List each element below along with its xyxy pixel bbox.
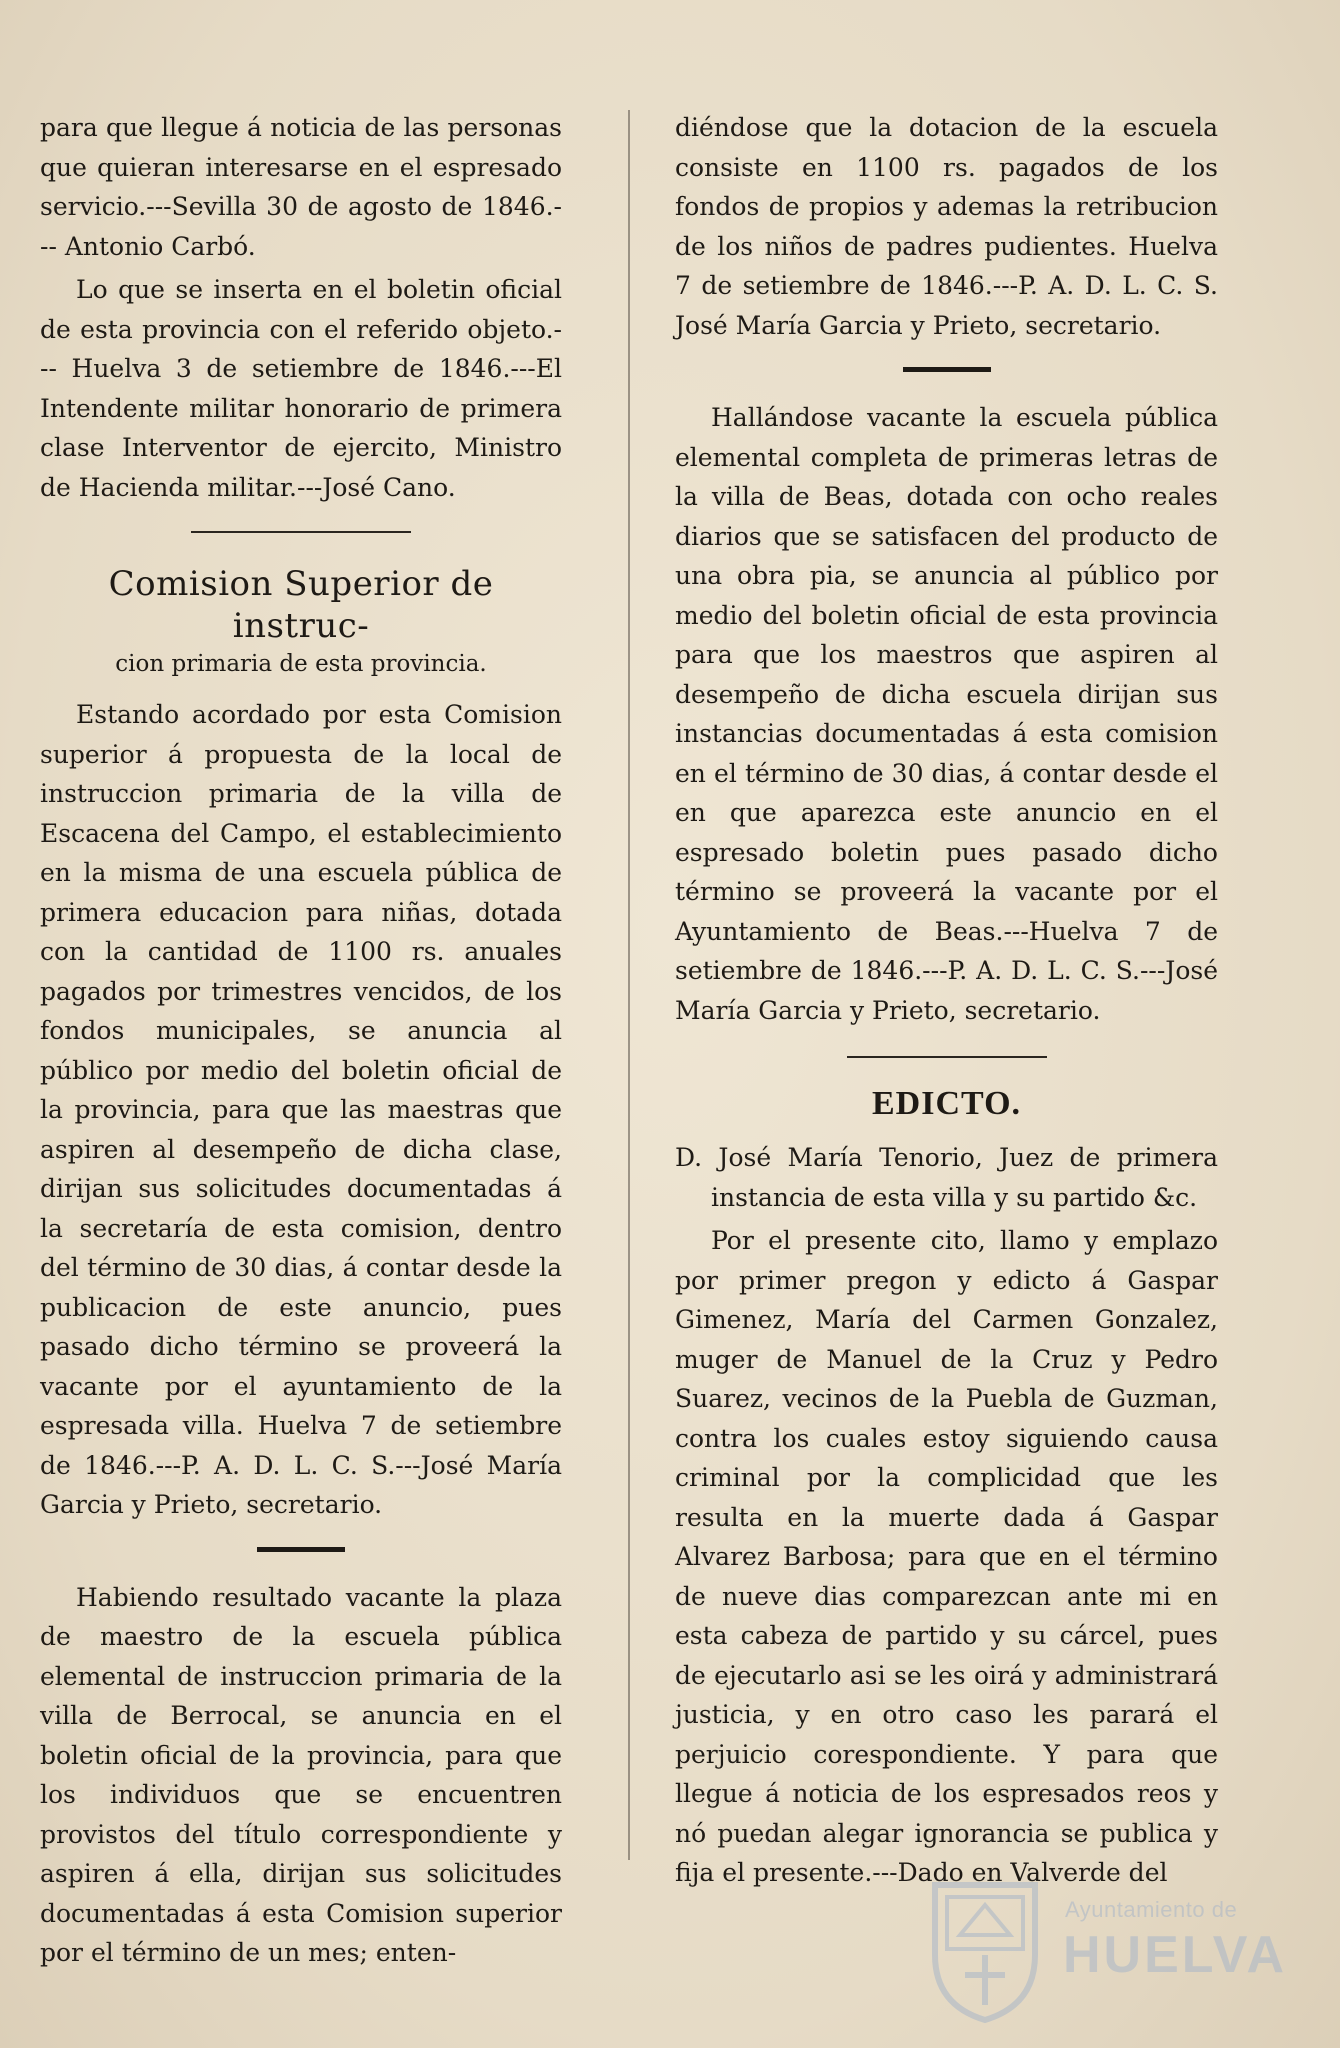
watermark-title: HUELVA bbox=[1063, 1926, 1288, 1984]
section-subheading: cion primaria de esta provincia. bbox=[115, 651, 487, 677]
section-rule bbox=[847, 1056, 1047, 1058]
city-shield-icon bbox=[925, 1875, 1045, 2025]
section-heading: Comision Superior de instruc- bbox=[108, 564, 494, 646]
right-column bbox=[675, 108, 1218, 1897]
section-rule bbox=[191, 531, 411, 533]
edict-title: EDICTO. bbox=[871, 1085, 1022, 1122]
column-divider bbox=[628, 110, 630, 1860]
berrocal-announcement-text: Habiendo resultado vacante la plaza de maestro de la escuela pública elemental de instruccion primaria de la villa de Berrocal, se anuncia en el boletin oficial de la provincia, para que los individuos que se encuentren provistos del título correspondiente y aspiren á ella, dirijan sus solicitudes documentadas á esta Comision superior por el término de un mes; enten- bbox=[40, 1582, 562, 1967]
watermark-subtitle: Ayuntamiento de bbox=[1065, 1897, 1238, 1922]
announcement-separator bbox=[257, 1547, 345, 1552]
edict-opening-text: D. José María Tenorio, Juez de primera instancia de esta villa y su partido &c. bbox=[675, 1143, 1218, 1212]
insertion-notice-text: Lo que se inserta en el boletin oficial de esta provincia con el referido objeto.--- Huelva 3 de setiembre de 1846.---El Intendente militar honorario de primera clase Interventor de ejercito, Ministro de Hacienda militar.---José Cano. bbox=[40, 275, 562, 502]
edict-body-text: Por el presente cito, llamo y emplazo por primer pregon y edicto á Gaspar Gimenez, María del Carmen Gonzalez, muger de Manuel de la Cruz y Pedro Suarez, vecinos de la Puebla de Guzman, contra los cuales estoy siguiendo causa criminal por la complicidad que les resulta en la muerte dada á Gaspar Alvarez Barbosa; para que en el término de nueve dias comparezcan ante mi en esta cabeza de partido y su cárcel, pues de ejecutarlo asi se les oirá y administrará justicia, y en otro caso les parará el perjuicio corespondiente. Y para que llegue á noticia de los espresados reos y nó puedan alegar ignorancia se publica y fija el presente.---Dado en Valverde del bbox=[675, 1226, 1218, 1887]
beas-announcement-text: Hallándose vacante la escuela pública elemental completa de primeras letras de la villa de Beas, dotada con ocho reales diarios que se satisfacen del producto de una obra pia, se anuncia al público por medio del boletin oficial de esta provincia para que los maestros que aspiren al desempeño de dicha escuela dirijan sus instancias documentadas á esta comision en el término de 30 dias, á contar desde el en que aparezca este anuncio en el espresado boletin pues pasado dicho término se proveerá la vacante por el Ayuntamiento de Beas.---Huelva 7 de setiembre de 1846.---P. A. D. L. C. S.---José María Garcia y Prieto, secretario. bbox=[675, 403, 1218, 1025]
notice-closing-text: para que llegue á noticia de las personas que quieran interesarse en el espresado servicio.---Sevilla 30 de agosto de 1846.--- Antonio Carbó. bbox=[40, 113, 562, 261]
announcement-separator bbox=[903, 367, 991, 372]
left-column bbox=[40, 108, 562, 1977]
city-watermark bbox=[925, 1875, 1288, 2025]
berrocal-continuation-text: diéndose que la dotacion de la escuela consiste en 1100 rs. pagados de los fondos de propios y ademas la retribucion de los niños de padres pudientes. Huelva 7 de setiembre de 1846.---P. A. D. L. C. S. José María Garcia y Prieto, secretario. bbox=[675, 113, 1218, 340]
escacena-announcement-text: Estando acordado por esta Comision superior á propuesta de la local de instruccion primaria de la villa de Escacena del Campo, el establecimiento en la misma de una escuela pública de primera educacion para niñas, dotada con la cantidad de 1100 rs. anuales pagados por trimestres vencidos, de los fondos municipales, se anuncia al público por medio del boletin oficial de la provincia, para que las maestras que aspiren al desempeño de dicha clase, dirijan sus solicitudes documentadas á la secretaría de esta comision, dentro del término de 30 dias, á contar desde la publicacion de este anuncio, pues pasado dicho término se proveerá la vacante por el ayuntamiento de la espresada villa. Huelva 7 de setiembre de 1846.---P. A. D. L. C. S.---José María Garcia y Prieto, secretario. bbox=[40, 700, 562, 1519]
